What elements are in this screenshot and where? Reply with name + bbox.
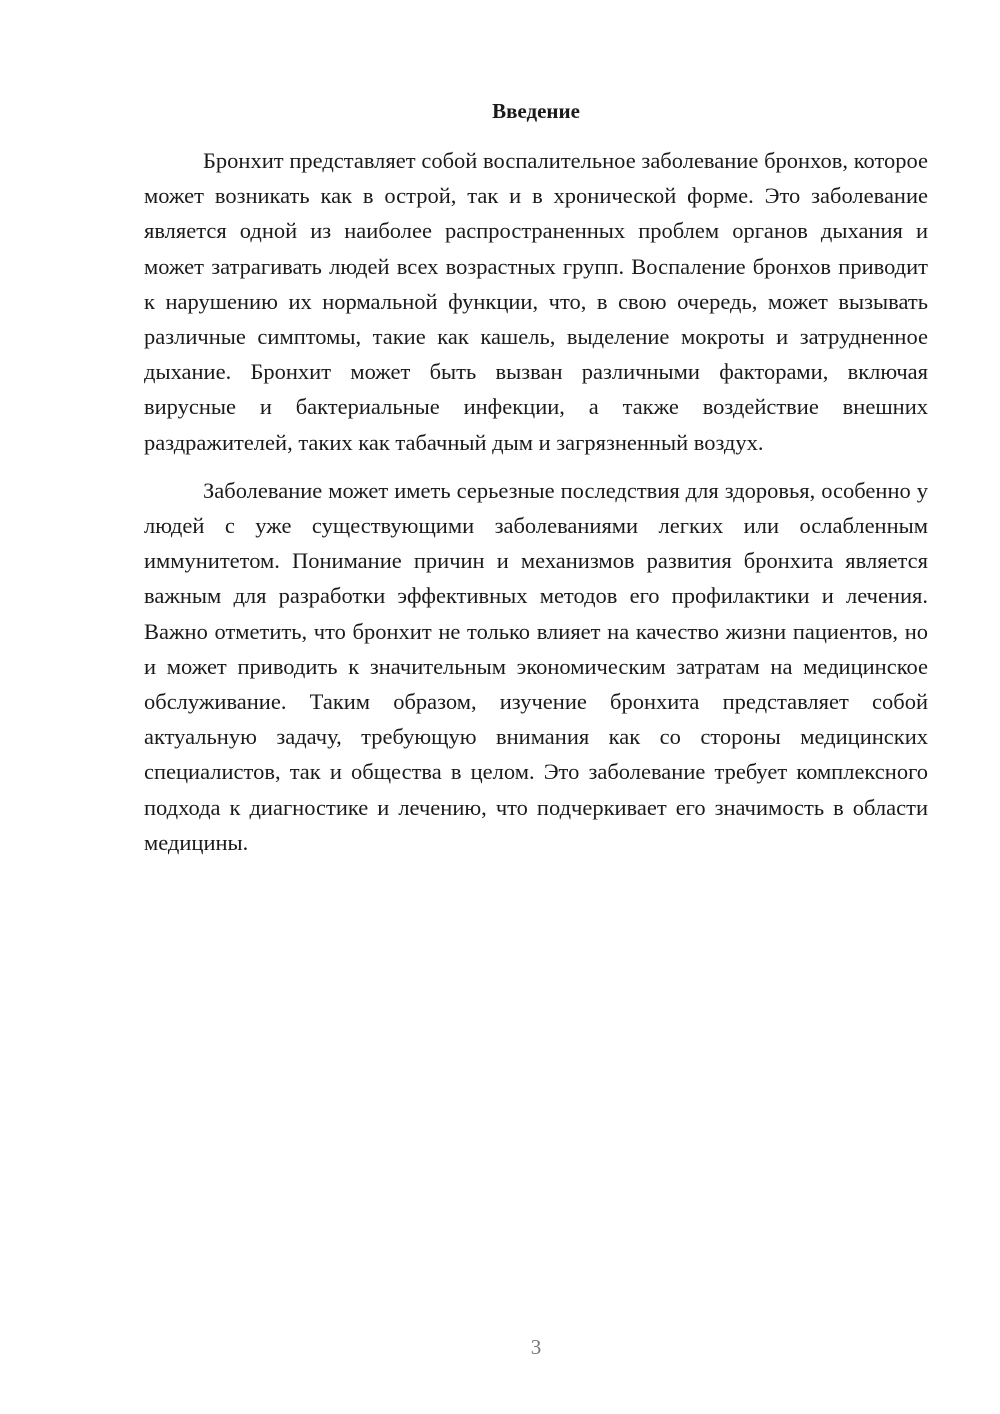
body-text (144, 143, 928, 860)
paragraph: Бронхит представляет собой воспалительное заболевание бронхов, которое может возникать как в острой, так и в хронической форме. Это заболевание является одной из наиболее распространенных проблем органов дыхания и может затрагивать людей всех возрастных групп. Воспаление бронхов приводит к нарушению их нормальной функции, что, в свою очередь, может вызывать различные симптомы, такие как кашель, выделение мокроты и затрудненное дыхание. Бронхит может быть вызван различными факторами, включая вирусные и бактериальные инфекции, а также воздействие внешних раздражителей, таких как табачный дым и загрязненный воздух. (144, 148, 928, 455)
paragraph: Заболевание может иметь серьезные последствия для здоровья, особенно у людей с уже существующими заболеваниями легких или ослабленным иммунитетом. Понимание причин и механизмов развития бронхита является важным для разработки эффективных методов его профилактики и лечения. Важно отметить, что бронхит не только влияет на качество жизни пациентов, но и может приводить к значительным экономическим затратам на медицинское обслуживание. Таким образом, изучение бронхита представляет собой актуальную задачу, требующую внимания как со стороны медицинских специалистов, так и общества в целом. Это заболевание требует комплексного подхода к диагностике и лечению, что подчеркивает его значимость в области медицины. (144, 477, 928, 855)
page-number: 3 (530, 1335, 542, 1359)
section-title: Введение (492, 99, 580, 123)
